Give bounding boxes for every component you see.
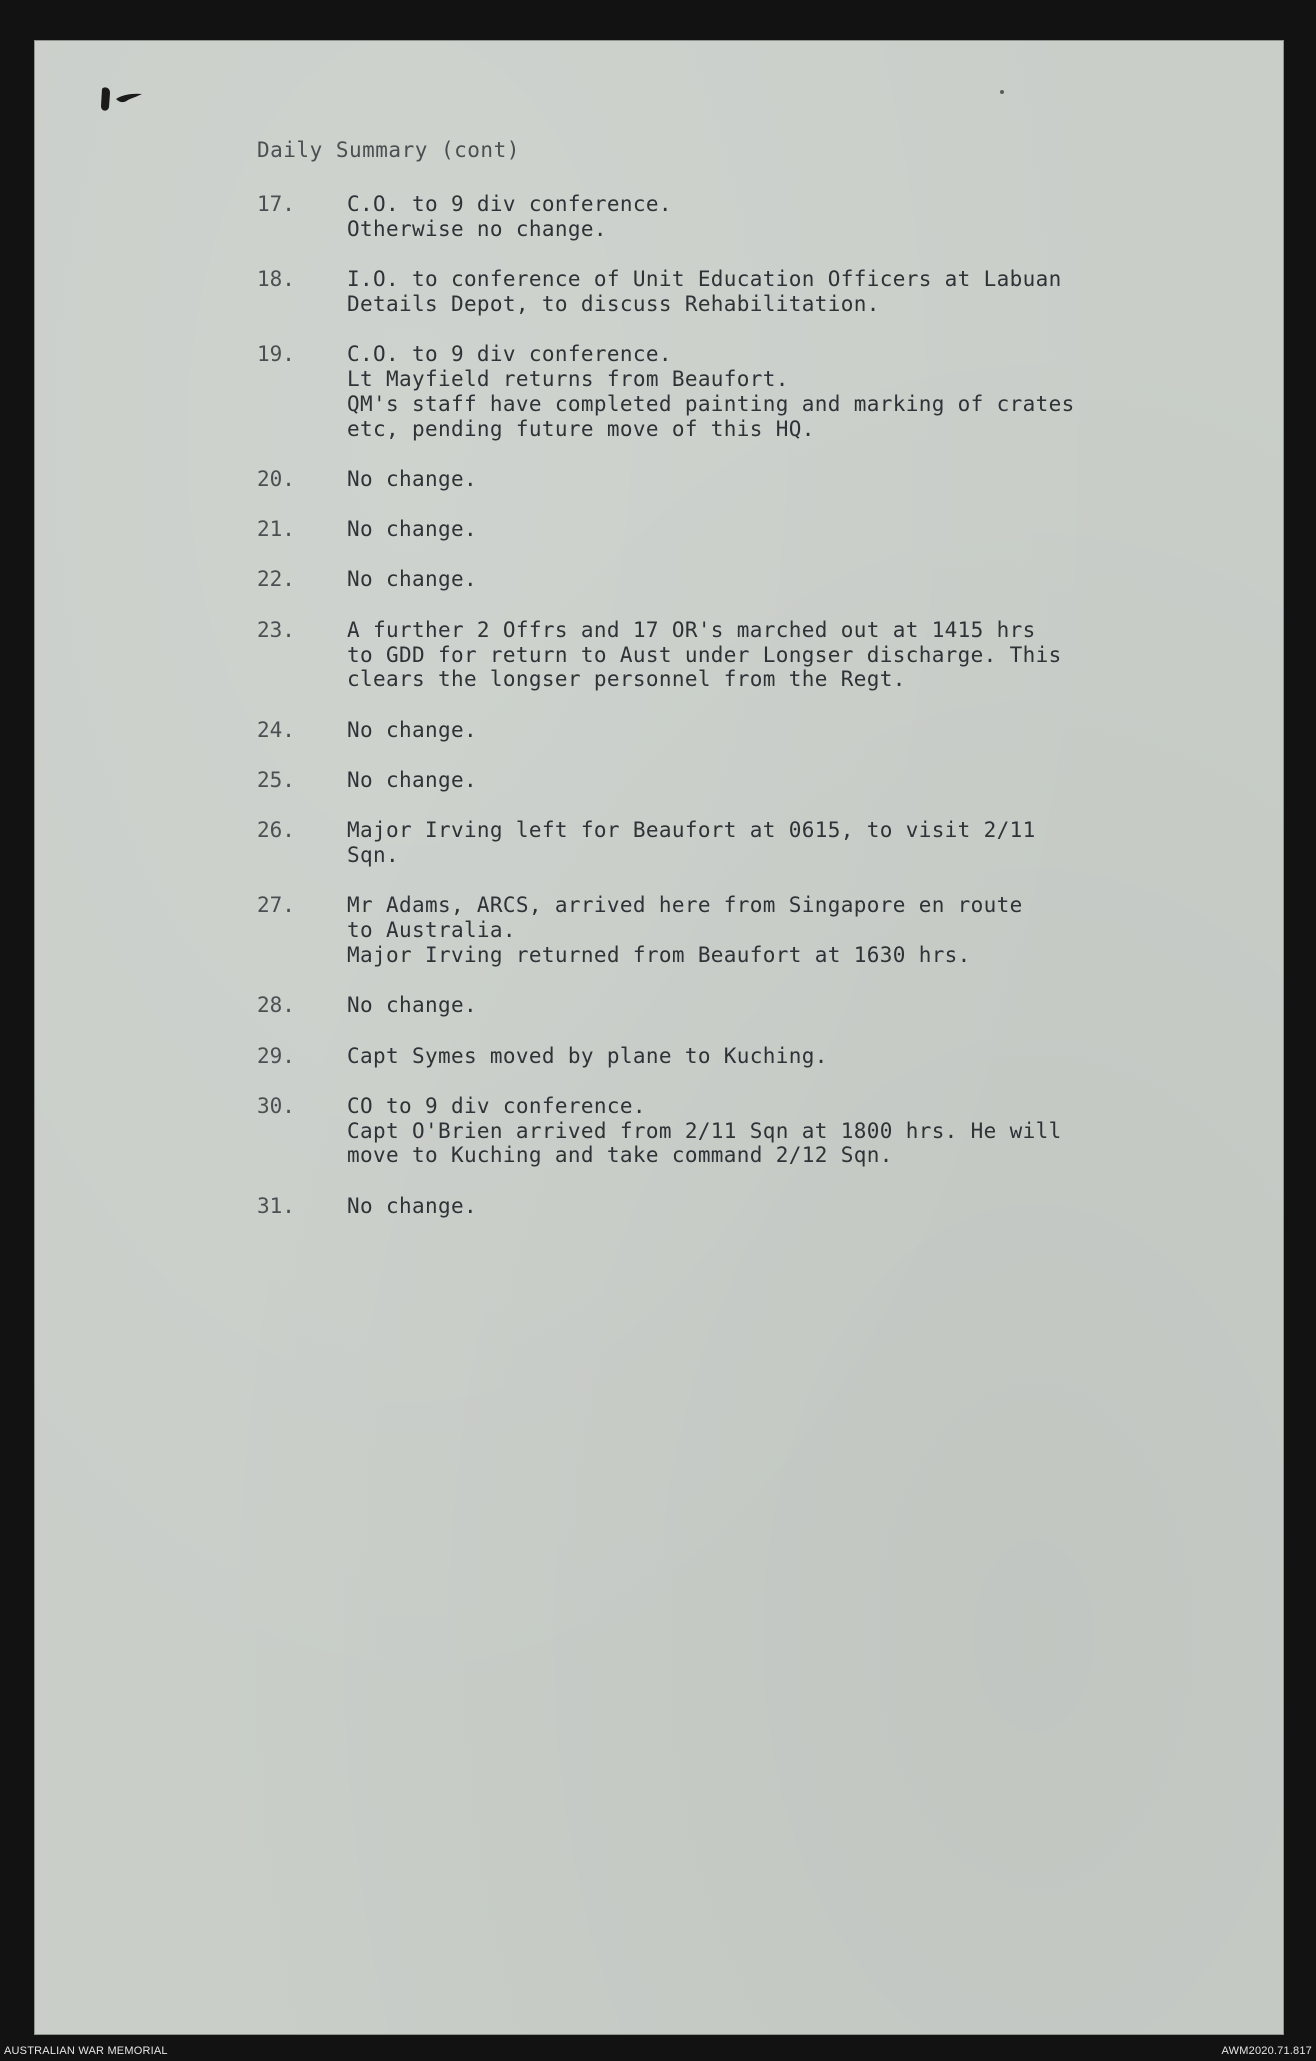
entry-line: Lt Mayfield returns from Beaufort. [347, 366, 789, 391]
entry-row [257, 718, 1257, 743]
entry-text [347, 192, 1257, 242]
entry-number: 19. [257, 342, 295, 367]
entry-number: 31. [257, 1193, 295, 1218]
entry-row [257, 1194, 1257, 1219]
entry-number: 21. [257, 517, 295, 542]
entry-line: A further 2 Offrs and 17 OR's marched out at 1415 hrs [347, 617, 1036, 642]
entry-number: 29. [257, 1043, 295, 1068]
entry-text [347, 618, 1257, 692]
entry-line: C.O. to 9 div conference. [347, 192, 672, 216]
entry-number: 18. [257, 267, 295, 292]
punch-hole-mark [98, 85, 148, 113]
entry-text [347, 517, 1257, 542]
entry-text [347, 342, 1257, 441]
entry-number: 22. [257, 567, 295, 592]
entry-row [257, 517, 1257, 542]
entry-line: CO to 9 div conference. [347, 1093, 646, 1118]
entry-text [347, 768, 1257, 793]
entry-line: No change. [347, 767, 477, 792]
entry-line: Sqn. [347, 843, 399, 868]
entry-text [347, 1194, 1257, 1219]
entry-row [257, 818, 1257, 868]
entry-line: I.O. to conference of Unit Education Officers at Labuan [347, 267, 1062, 292]
entry-number: 30. [257, 1093, 295, 1118]
entry-number: 27. [257, 893, 295, 918]
entry-number: 26. [257, 818, 295, 843]
entry-line: C.O. to 9 div conference. [347, 342, 672, 367]
entry-row [257, 1044, 1257, 1069]
entry-line: Major Irving left for Beaufort at 0615, to visit 2/11 [347, 818, 1036, 843]
entry-line: to GDD for return to Aust under Longser discharge. This [347, 642, 1062, 667]
entry-number: 28. [257, 993, 295, 1018]
entry-row [257, 567, 1257, 592]
entry-line: clears the longser personnel from the Regt. [347, 667, 906, 692]
entry-row [257, 267, 1257, 317]
entry-line: No change. [347, 567, 477, 592]
entry-number: 24. [257, 717, 295, 742]
entry-text [347, 893, 1257, 967]
footer-archive-label: AUSTRALIAN WAR MEMORIAL [4, 2045, 168, 2057]
entry-line: No change. [347, 717, 477, 742]
entry-row [257, 893, 1257, 967]
entry-text [347, 467, 1257, 492]
entry-line: Details Depot, to discuss Rehabilitation. [347, 291, 880, 316]
entry-text [347, 1094, 1257, 1168]
paper-speck [1000, 90, 1004, 94]
entry-text [347, 567, 1257, 592]
entry-number: 25. [257, 767, 295, 792]
entry-line: No change. [347, 1193, 477, 1218]
entry-line: Otherwise no change. [347, 216, 607, 241]
entry-row [257, 467, 1257, 492]
entry-text [347, 818, 1257, 868]
entry-line: to Australia. [347, 918, 516, 943]
entry-line: No change. [347, 993, 477, 1018]
entry-row [257, 618, 1257, 692]
entry-text [347, 267, 1257, 317]
entry-text [347, 718, 1257, 743]
entry-number: 23. [257, 617, 295, 642]
entry-text [347, 1044, 1257, 1069]
entry-text [347, 993, 1257, 1018]
entry-line: No change. [347, 466, 477, 491]
document-heading: Daily Summary (cont) [257, 138, 520, 162]
entry-line: QM's staff have completed painting and marking of crates [347, 391, 1075, 416]
entry-list [257, 192, 1257, 1244]
entry-line: move to Kuching and take command 2/12 Sqn. [347, 1143, 893, 1168]
entry-line: Capt O'Brien arrived from 2/11 Sqn at 1800 hrs. He will [347, 1118, 1062, 1143]
entry-line: Mr Adams, ARCS, arrived here from Singapore en route [347, 893, 1023, 918]
entry-number: 20. [257, 466, 295, 491]
entry-line: Major Irving returned from Beaufort at 1630 hrs. [347, 942, 971, 967]
entry-row [257, 192, 1257, 242]
entry-line: No change. [347, 517, 477, 542]
entry-row [257, 768, 1257, 793]
document-page [34, 40, 1284, 2035]
entry-row [257, 993, 1257, 1018]
footer-item-number: AWM2020.71.817 [1221, 2045, 1312, 2057]
entry-row [257, 1094, 1257, 1168]
entry-line: Capt Symes moved by plane to Kuching. [347, 1043, 828, 1068]
entry-line: etc, pending future move of this HQ. [347, 416, 815, 441]
entry-row [257, 342, 1257, 441]
entry-number: 17. [257, 192, 295, 216]
